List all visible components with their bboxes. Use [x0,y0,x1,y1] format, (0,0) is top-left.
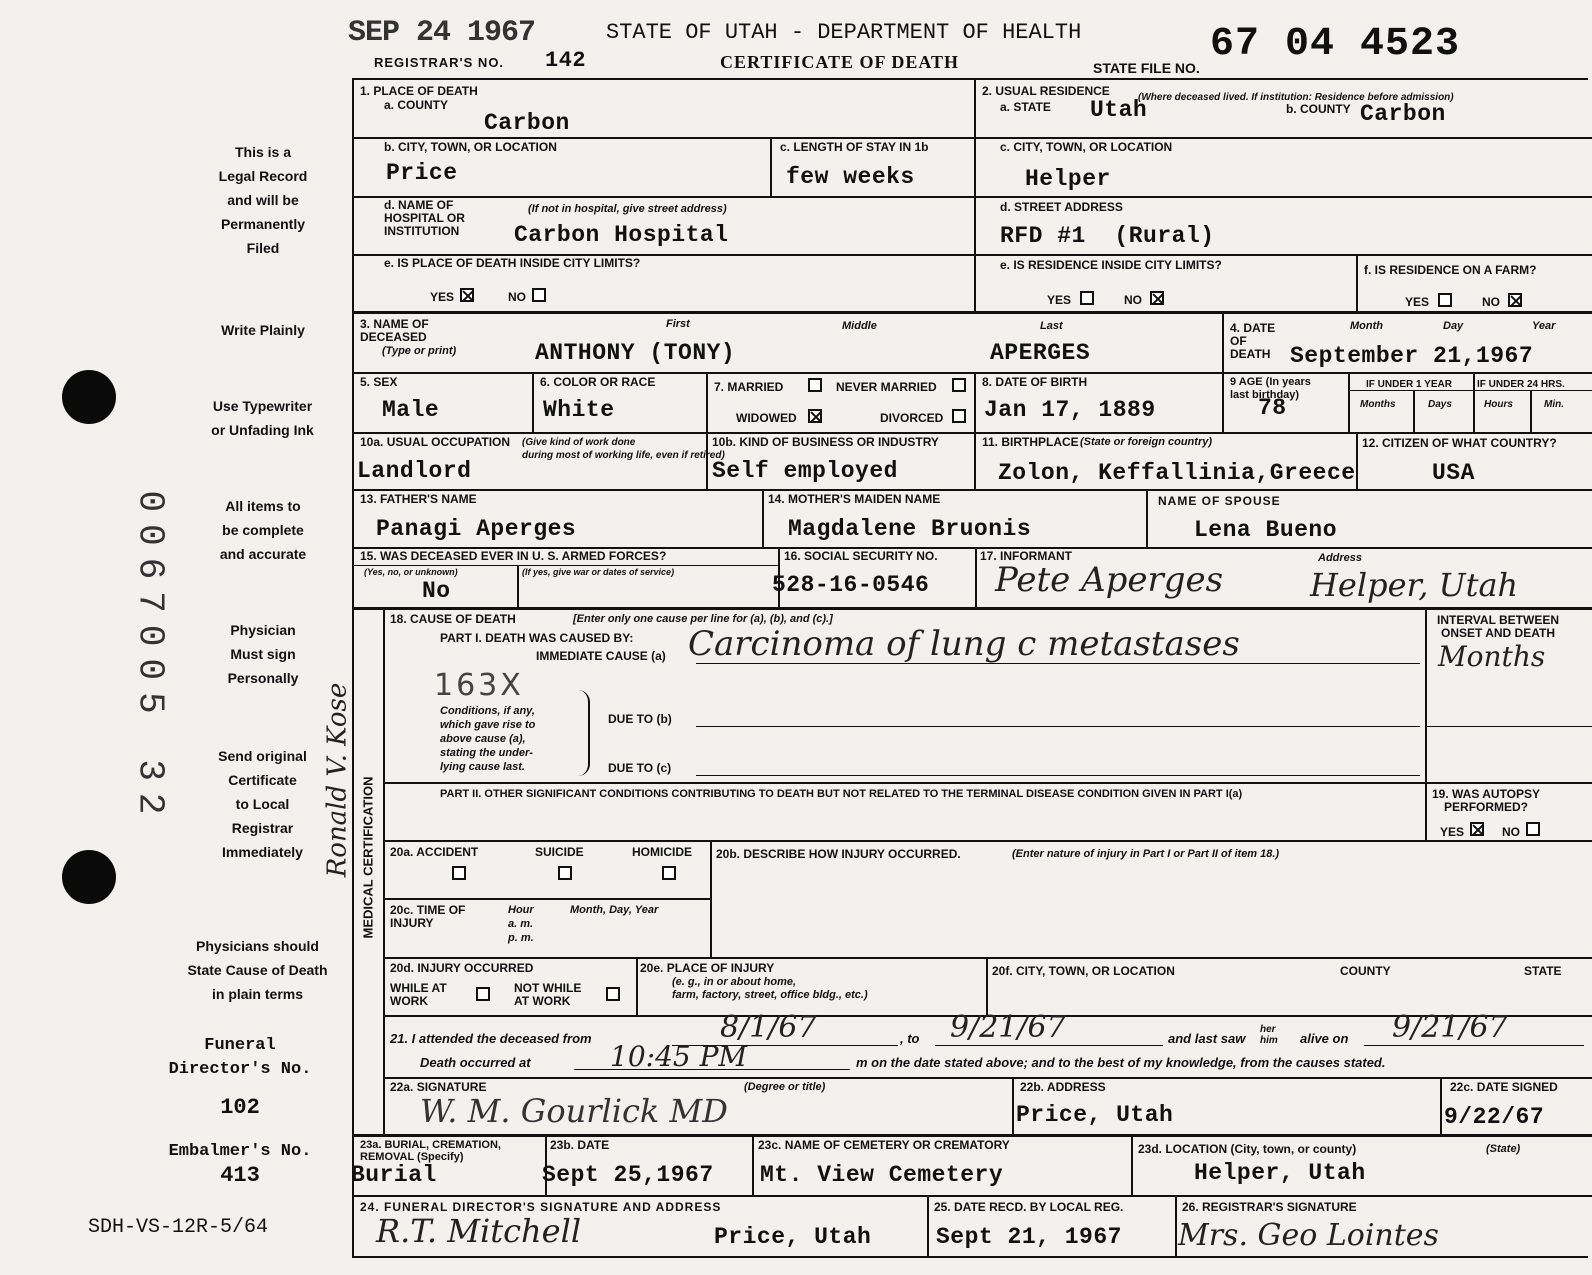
date-stamp: SEP 24 1967 [348,16,536,50]
label-min: Min. [1544,399,1564,410]
label-occupation: 10a. USUAL OCCUPATION [360,435,511,449]
value-funeral-director-address: Price, Utah [714,1224,872,1250]
label-res-state: a. STATE [1000,100,1051,114]
label-location-state: (State) [1486,1143,1521,1155]
label-last-saw: and last saw [1168,1031,1246,1046]
label-widowed: WIDOWED [736,411,797,425]
label-date-of-birth: 8. DATE OF BIRTH [982,375,1088,389]
label-married: 7. MARRIED [714,380,784,394]
label-sex: 5. SEX [360,375,398,389]
value-res-state: Utah [1090,97,1148,123]
label-informant-address: Address [1318,552,1363,564]
checkbox-res-inside-yes[interactable] [1080,291,1094,305]
label-divorced: DIVORCED [880,411,944,425]
label-while-at-work: WHILE AT WORK [390,981,447,1008]
label-mother: 14. MOTHER'S MAIDEN NAME [768,492,941,506]
value-sex: Male [382,397,440,423]
label-cemetery: 23c. NAME OF CEMETERY OR CREMATORY [758,1138,1010,1152]
value-date-of-birth: Jan 17, 1889 [984,397,1156,423]
label-last: Last [1040,320,1063,332]
value-date-received: Sept 21, 1967 [936,1224,1122,1250]
label-city: b. CITY, TOWN, OR LOCATION [384,140,557,154]
label-res-farm: f. IS RESIDENCE ON A FARM? [1364,263,1537,277]
label-first: First [666,318,690,330]
value-hospital: Carbon Hospital [514,222,729,248]
form-code: SDH-VS-12R-5/64 [88,1216,269,1239]
funeral-director-signature: R.T. Mitchell [376,1212,582,1250]
value-birthplace: Zolon, Keffallinia,Greece [998,460,1356,486]
value-date-of-death: September 21,1967 [1290,343,1534,369]
value-last-name: APERGES [990,340,1091,366]
value-first-middle-name: ANTHONY (TONY) [535,340,736,366]
note-describe-injury: (Enter nature of injury in Part I or Part II of item 18.) [1012,848,1280,860]
label-time-of-injury: 20c. TIME OF INJURY [390,903,466,930]
label-pm: p. m. [508,932,534,944]
funeral-director-label: Funeral Director's No. [168,1036,312,1079]
punch-hole-bottom [62,850,116,904]
label-burial-date: 23b. DATE [550,1138,610,1152]
state-file-label: STATE FILE NO. [1093,60,1200,76]
checkbox-inside-city-no[interactable] [532,288,546,302]
value-burial-date: Sept 25,1967 [542,1162,714,1188]
label-no-inside-city: NO [508,290,526,304]
label-death-occurred: Death occurred at [420,1055,531,1070]
state-title: STATE OF UTAH - DEPARTMENT OF HEALTH [606,20,1082,45]
label-not-while-at-work: NOT WHILE AT WORK [514,981,582,1008]
note-place-of-injury: (e. g., in or about home, farm, factory, street, office bldg., etc.) [672,976,868,1001]
label-funeral-director-signature: 24. FUNERAL DIRECTOR'S SIGNATURE AND ADDRESS [360,1200,722,1214]
attended-to-date: 9/21/67 [950,1010,1066,1045]
label-to: , to [900,1031,920,1046]
sidebar-typewriter: Use Typewriter or Unfading Ink [211,398,314,438]
label-autopsy-yes: YES [1440,825,1465,839]
brace [578,690,590,776]
label-autopsy-no: NO [1502,825,1520,839]
embalmer-no: 413 [220,1163,260,1188]
label-hours: Hours [1484,399,1513,410]
label-res-county: b. COUNTY [1286,102,1351,116]
value-physician-address: Price, Utah [1016,1102,1174,1128]
value-father: Panagi Aperges [376,516,577,542]
label-informant: 17. INFORMANT [980,549,1073,563]
checkbox-never-married[interactable] [952,378,966,392]
label-usual-residence: 2. USUAL RESIDENCE [982,84,1110,98]
label-month: Month [1350,320,1383,332]
value-occupation: Landlord [357,458,472,484]
label-signature: 22a. SIGNATURE [390,1080,487,1094]
checkbox-widowed[interactable] [808,409,822,423]
label-autopsy: 19. WAS AUTOPSY PERFORMED? [1432,787,1541,814]
label-degree: (Degree or title) [744,1081,826,1093]
label-due-to-c: DUE TO (c) [608,761,672,775]
checkbox-res-inside-no[interactable] [1150,291,1164,305]
label-res-city: c. CITY, TOWN, OR LOCATION [1000,140,1173,154]
label-cause-of-death: 18. CAUSE OF DEATH [390,612,516,626]
sidebar-legal-record: This is a Legal Record and will be Permanently Filed [218,144,308,256]
label-inside-city: e. IS PLACE OF DEATH INSIDE CITY LIMITS? [384,256,641,270]
note-birthplace: (State or foreign country) [1080,436,1213,448]
label-armed-forces: 15. WAS DECEASED EVER IN U. S. ARMED FORCES? [360,549,667,563]
sidebar-physicians-should: Physicians should State Cause of Death in plain terms [187,938,328,1002]
label-date-signed: 22c. DATE SIGNED [1450,1080,1558,1094]
value-location: Helper, Utah [1194,1160,1366,1186]
value-res-county: Carbon [1360,101,1446,127]
label-month-day-year: Month, Day, Year [570,904,659,916]
value-street-address: RFD #1 (Rural) [1000,223,1215,249]
checkbox-homicide[interactable] [662,866,676,880]
label-yes-res-inside: YES [1047,293,1072,307]
checkbox-farm-no[interactable] [1508,293,1522,307]
cause-handwritten: Carcinoma of lung c metastases [688,624,1240,664]
label-part2: PART II. OTHER SIGNIFICANT CONDITIONS CONTRIBUTING TO DEATH BUT NOT RELATED TO THE TERMINAL DISEASE CONDITION GIVEN IN PART I(a) [440,788,1243,800]
value-cemetery: Mt. View Cemetery [760,1162,1004,1188]
label-am: a. m. [508,918,534,930]
punch-hole-top [62,370,116,424]
value-spouse: Lena Bueno [1194,517,1338,543]
value-mother: Magdalene Bruonis [788,516,1032,542]
embalmer-label: Embalmer's No. [168,1142,312,1161]
death-time: 10:45 PM [610,1040,748,1073]
label-part1: PART I. DEATH WAS CAUSED BY: [440,631,634,645]
label-hour: Hour [508,904,534,916]
label-year: Year [1532,320,1556,332]
label-immediate-cause: IMMEDIATE CAUSE (a) [536,649,666,663]
label-due-to-b: DUE TO (b) [608,712,672,726]
value-date-signed: 9/22/67 [1444,1104,1545,1130]
label-birthplace: 11. BIRTHPLACE [982,435,1079,449]
value-age: 78 [1258,395,1287,421]
registrar-signature: Mrs. Geo Lointes [1178,1218,1439,1253]
label-county: a. COUNTY [384,98,449,112]
label-business: 10b. KIND OF BUSINESS OR INDUSTRY [712,435,939,449]
note-occupation: (Give kind of work done during most of working life, even if retired) [522,437,725,461]
label-burial: 23a. BURIAL, CREMATION, REMOVAL (Specify) [360,1139,501,1163]
sidebar-physician-sign: Physician Must sign Personally [227,622,299,686]
label-location: 23d. LOCATION (City, town, or county) [1138,1142,1357,1156]
value-burial: Burial [351,1162,437,1188]
funeral-director-no: 102 [220,1095,260,1120]
informant-signature: Pete Aperges [995,560,1224,600]
label-race: 6. COLOR OR RACE [540,375,656,389]
label-hospital: d. NAME OF HOSPITAL OR INSTITUTION [384,198,465,238]
label-m-on-date: m on the date stated above; and to the best of my knowledge, from the causes stated. [856,1055,1386,1070]
value-ssn: 528-16-0546 [772,572,930,598]
label-under-1-year: IF UNDER 1 YEAR [1366,379,1452,390]
attended-from-date: 8/1/67 [720,1010,817,1045]
registrar-no-label: REGISTRAR'S NO. [374,55,505,70]
value-res-city: Helper [1025,166,1111,192]
label-name-deceased: 3. NAME OF DECEASED [360,317,429,344]
interval-handwritten: Months [1438,640,1546,673]
label-day: Day [1443,320,1464,332]
checkbox-farm-yes[interactable] [1438,293,1452,307]
label-yes-farm: YES [1405,295,1430,309]
value-race: White [543,397,615,423]
value-city: Price [386,160,458,186]
note-armed-2: (If yes, give war or dates of service) [522,567,675,577]
sidebar-write-plainly: Write Plainly [221,322,305,338]
label-accident: 20a. ACCIDENT [390,845,479,859]
value-length-of-stay: few weeks [786,164,915,190]
value-business: Self employed [712,458,898,484]
label-place-of-death: 1. PLACE OF DEATH [360,84,478,98]
label-injury-occurred: 20d. INJURY OCCURRED [390,961,534,975]
vertical-number: 0067005 32 [129,490,171,827]
registrar-no-value: 142 [545,48,587,73]
value-county: Carbon [484,110,570,136]
note-hospital: (If not in hospital, give street address) [528,203,727,215]
note-type-print: (Type or print) [382,345,457,357]
label-date-of-death: 4. DATE OF DEATH [1230,321,1276,361]
checkbox-while-at-work[interactable] [476,987,490,1001]
label-interval: INTERVAL BETWEEN ONSET AND DEATH [1437,613,1560,640]
label-age: 9 AGE (In years last birthday) [1230,376,1311,401]
note-conditions: Conditions, if any, which gave rise to above cause (a), stating the under- lying cause last. [440,705,536,773]
label-citizen: 12. CITIZEN OF WHAT COUNTRY? [1362,436,1557,450]
label-physician-address: 22b. ADDRESS [1020,1080,1106,1094]
label-attended-from: 21. I attended the deceased from [390,1031,592,1046]
label-her-him: her him [1260,1024,1278,1046]
note-armed-1: (Yes, no, or unknown) [364,567,458,577]
label-injury-city: 20f. CITY, TOWN, OR LOCATION [992,964,1175,978]
label-homicide: HOMICIDE [632,845,692,859]
label-place-of-injury: 20e. PLACE OF INJURY [640,961,775,975]
checkbox-autopsy-yes[interactable] [1470,822,1484,836]
label-no-res-inside: NO [1124,293,1142,307]
label-months: Months [1360,399,1396,410]
label-spouse: NAME OF SPOUSE [1158,494,1281,508]
checkbox-divorced[interactable] [952,409,966,423]
certificate-title: CERTIFICATE OF DEATH [720,52,960,72]
label-length-of-stay: c. LENGTH OF STAY IN 1b [780,140,929,154]
label-res-inside-city: e. IS RESIDENCE INSIDE CITY LIMITS? [1000,258,1222,272]
label-alive-on: alive on [1300,1031,1349,1046]
label-registrar-signature: 26. REGISTRAR'S SIGNATURE [1182,1200,1357,1214]
label-days: Days [1428,399,1452,410]
label-yes-inside-city: YES [430,290,455,304]
label-ssn: 16. SOCIAL SECURITY NO. [784,549,938,563]
code-handwritten: 163X [434,668,524,703]
checkbox-not-while-at-work[interactable] [606,987,620,1001]
alive-on-date: 9/21/67 [1392,1010,1508,1045]
medical-certification-label: MEDICAL CERTIFICATION [360,776,376,939]
checkbox-suicide[interactable] [558,866,572,880]
sidebar-send-original: Send original Certificate to Local Registrar Immediately [218,748,307,860]
label-father: 13. FATHER'S NAME [360,492,477,506]
checkbox-married[interactable] [808,378,822,392]
physician-signature: W. M. Gourlick MD [420,1092,728,1130]
label-date-received: 25. DATE RECD. BY LOCAL REG. [934,1200,1124,1214]
label-under-24-hrs: IF UNDER 24 HRS. [1477,379,1565,390]
label-suicide: SUICIDE [535,845,584,859]
label-injury-county: COUNTY [1340,964,1391,978]
label-never-married: NEVER MARRIED [836,380,937,394]
checkbox-inside-city-yes[interactable] [460,288,474,302]
margin-signature: Ronald V. Kose [322,682,353,878]
label-describe-injury: 20b. DESCRIBE HOW INJURY OCCURRED. [716,847,961,861]
note-cause-of-death: [Enter only one cause per line for (a), (b), and (c).] [573,613,833,625]
checkbox-accident[interactable] [452,866,466,880]
label-middle: Middle [842,320,877,332]
label-injury-state: STATE [1524,964,1562,978]
label-no-farm: NO [1482,295,1500,309]
label-street-address: d. STREET ADDRESS [1000,200,1123,214]
value-citizen: USA [1432,460,1475,486]
checkbox-autopsy-no[interactable] [1526,822,1540,836]
note-usual-residence: (Where deceased lived. If institution: Residence before admission) [1138,92,1454,103]
state-file-number: 67 04 4523 [1210,22,1461,67]
sidebar-all-items: All items to be complete and accurate [219,498,307,562]
informant-address: Helper, Utah [1310,566,1519,604]
value-armed-forces: No [422,578,451,604]
